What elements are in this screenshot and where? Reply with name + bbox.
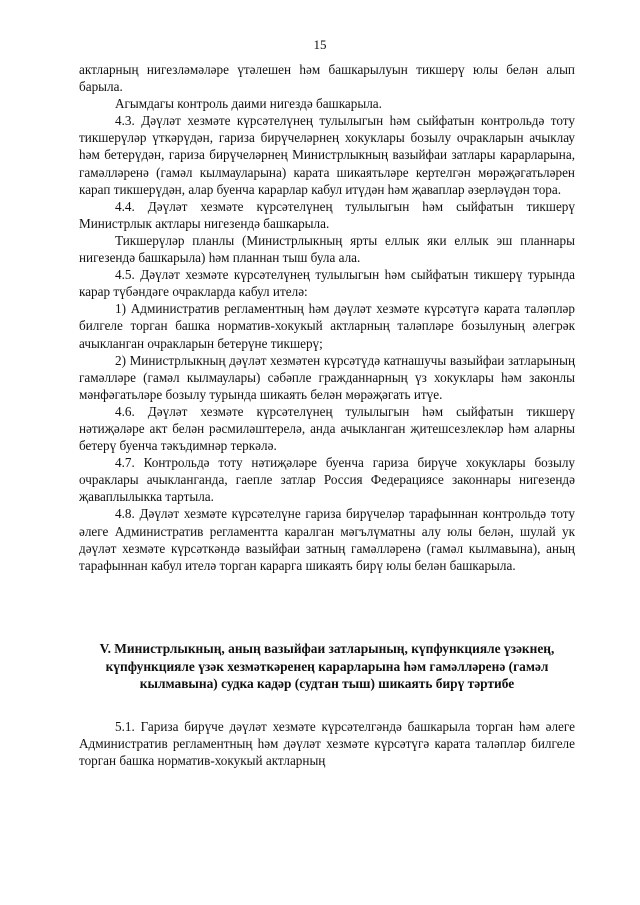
paragraph-4-3: 4.3. Дәүләт хезмәте күрсәтелүнең тулылыгын һәм сыйфатын контрольдә тоту тикшерүләр үткәрүдән, гариза бирүчеләрнең хокуклары бозылу очракларын ачыклау һәм бетерүдән, гариза бирүчеләрнең Министрлыкның вазыйфаи затлары карарларына, гамәлләренә (гамәл кылмауларына) карата шикаятьләре кертелгән мөрәҗәгатьләрен карап тикшерүдән, алар буенча карарлар кабул итүдән һәм җаваплар әзерләүдән тора. [79, 113, 575, 197]
paragraph-4-5: 4.5. Дәүләт хезмәте күрсәтелүнең тулылыгын һәм сыйфатын тикшерү турында карар түбәндәге очракларда кабул ителә: [79, 267, 575, 300]
paragraph: Тикшерүләр планлы (Министрлыкның ярты еллык яки еллык эш планнары нигезендә башкарыла) һәм планнан тыш була ала. [79, 232, 575, 266]
paragraph-4-8: 4.8. Дәүләт хезмәте күрсәтелүне гариза бирүчеләр тарафыннан контрольдә тоту әлеге Административ регламентта каралган мәгълүматны алу юлы белән, шулай ук дәүләт хезмәте күрсәткәндә вазыйфаи затның гамәлләренә (гамәл кылмавына), аның тарафыннан кабул ителә торган карарга шикаять бирү юлы белән башкарыла. [79, 506, 575, 573]
paragraph-4-6: 4.6. Дәүләт хезмәте күрсәтелүнең тулылыгын һәм сыйфатын тикшерү нәтиҗәләре акт белән рәсмиләштерелә, анда ачыкланган җитешсезлекләр һәм аларны бетерү буенча тәкъдимнәр теркәлә. [79, 403, 575, 454]
section-heading: V. Министрлыкның, аның вазыйфаи затларының, күпфункцияле үзәкнең, күпфункцияле үзәк хезмәткәренең карарларына һәм гамәлләренә (гамәл кылмавына) судка кадәр (судтан тыш) шикаять бирү тәртибе [99, 641, 555, 692]
list-item-2: 2) Министрлыкның дәүләт хезмәтен күрсәтүдә катнашучы вазыйфаи затларының гамәлләре (гамәл кылмаулары) сәбәпле гражданнарның үз хокуклары һәм законлы мәнфәгатьләре бозылу турында шикаять белән мөрәҗәгать итүе. [79, 352, 575, 402]
list-item-1: 1) Административ регламентның һәм дәүләт хезмәте күрсәтүгә карата таләпләр билгеле торган башка норматив-хокукый актларның таләпләре бозылуның әлегрәк ачыкланган очракларын бетерүне тикшерү; [79, 301, 575, 351]
body-text [79, 61, 575, 574]
page-number: 15 [313, 37, 327, 52]
paragraph-4-7: 4.7. Контрольдә тоту нәтиҗәләре буенча гариза бирүче хокуклары бозылу очраклары ачыкланганда, гаепле затлар Россия Федерациясе законнары нигезендә җаваплылыкка тартыла. [79, 455, 575, 505]
paragraph-5-1: 5.1. Гариза бирүче дәүләт хезмәте күрсәтелгәндә башкарыла торган һәм әлеге Административ регламентның һәм дәүләт хезмәте күрсәтүгә карата таләпләр билгеле торган башка норматив-хокукый актларның [79, 719, 575, 769]
paragraph-4-4: 4.4. Дәүләт хезмәте күрсәтелүнең тулылыгын һәм сыйфатын тикшерү Министрлык актлары нигезендә башкарыла. [79, 198, 575, 231]
final-text [79, 718, 575, 769]
paragraph: Агымдагы контроль даими нигездә башкарыла. [115, 96, 382, 112]
paragraph: актларның нигезләмәләре үтәлешен һәм башкарылуын тикшерү юлы белән алып барыла. [79, 62, 575, 95]
